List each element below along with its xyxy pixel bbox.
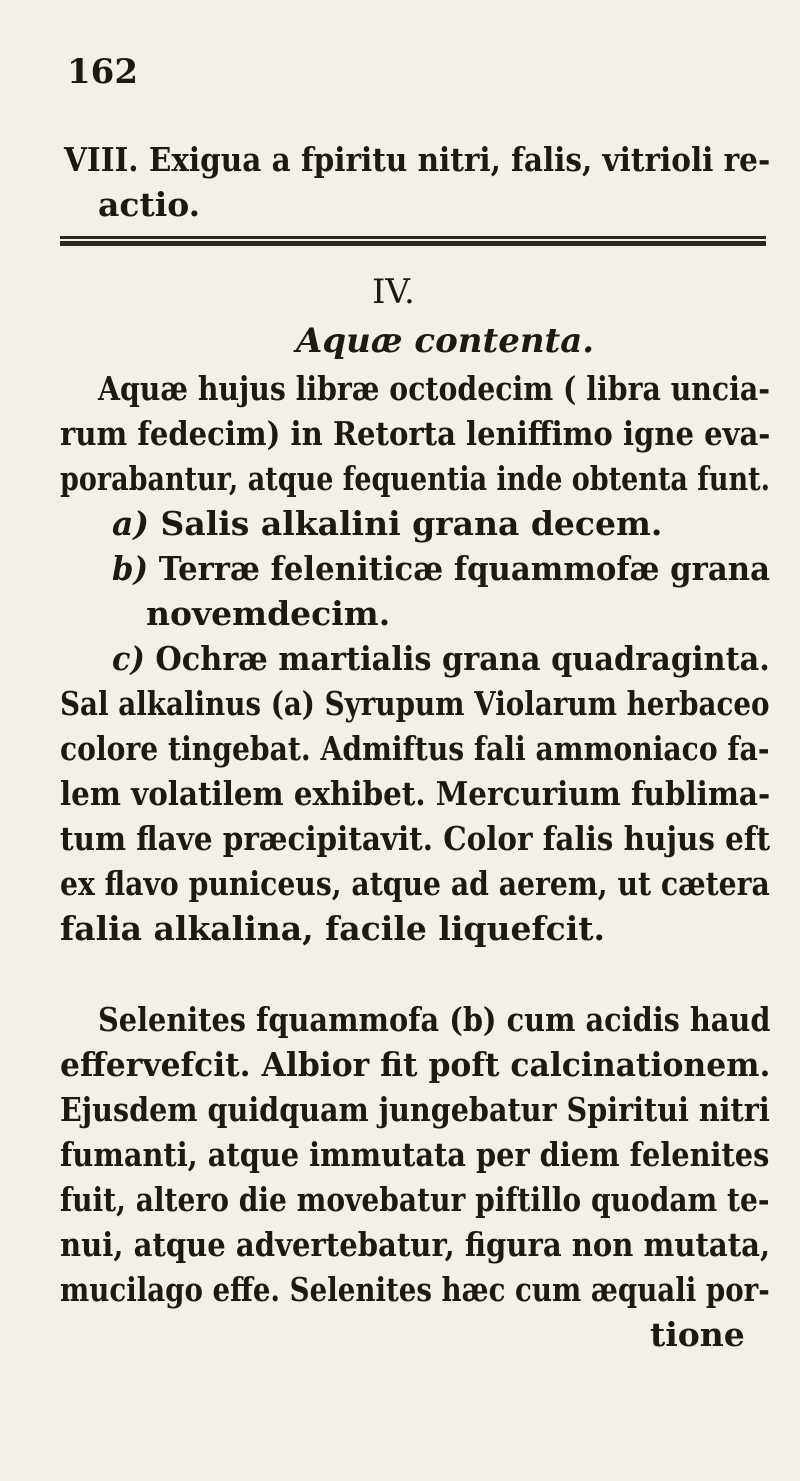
paragraph-2-line-5: ex flavo puniceus, atque ad aerem, ut cætera [60,864,770,903]
paragraph-3-line-5: fuit, altero die movebatur piftillo quodam te- [60,1180,770,1219]
paragraph-3-line-2: effervefcit. Albior fit poft calcinationem. [60,1045,771,1084]
paragraph-2-line-2: colore tingebat. Admiftus fali ammoniaco fa- [60,729,770,768]
list-item-b-continued: novemdecim. [146,594,391,633]
list-item-c [112,639,770,679]
paragraph-3-line-6: nui, atque advertebatur, figura non mutata, [60,1225,771,1264]
paragraph-3-line-1: Selenites fquammofa (b) cum acidis haud [98,1000,771,1039]
paragraph-1-line-3: porabantur, atque fequentia inde obtenta funt. [60,459,771,498]
paragraph-2-line-3: lem volatilem exhibet. Mercurium fublima- [60,774,771,813]
item-text: Terræ feleniticæ fquammofæ grana [158,549,771,588]
section-viii-line-2: actio. [98,185,201,224]
paragraph-3-line-3: Ejusdem quidquam jungebatur Spiritui nitri [60,1090,770,1129]
item-label: b) [112,549,149,588]
paragraph-2-line-6: falia alkalina, facile liquefcit. [60,909,606,948]
item-label: c) [112,639,145,678]
catchword: tione [650,1315,745,1354]
paragraph-3-line-7: mucilago effe. Selenites hæc cum æquali por- [60,1270,770,1309]
section-iv-title: Aquæ contenta. [296,321,595,361]
list-item-a [112,504,662,544]
item-text: Salis alkalini grana decem. [160,504,663,543]
page-number: 162 [67,52,138,92]
paragraph-1-line-1: Aquæ hujus libræ octodecim ( libra uncia- [98,369,770,408]
list-item-b [112,549,770,589]
paragraph-1-line-2: rum fedecim) in Retorta leniffimo igne eva- [60,414,771,453]
section-viii-line-1: VIII. Exigua a fpiritu nitri, falis, vitrioli re- [64,140,771,179]
paragraph-2-line-4: tum flave præcipitavit. Color falis hujus eft [60,819,771,858]
paragraph-3-line-4: fumanti, atque immutata per diem felenites [60,1135,770,1174]
item-text: Ochræ martialis grana quadraginta. [155,639,770,678]
item-label: a) [112,504,149,543]
paragraph-2-line-1: Sal alkalinus (a) Syrupum Violarum herbaceo [60,684,770,723]
section-divider-rule [60,236,766,246]
section-iv-numeral: IV. [372,272,415,312]
